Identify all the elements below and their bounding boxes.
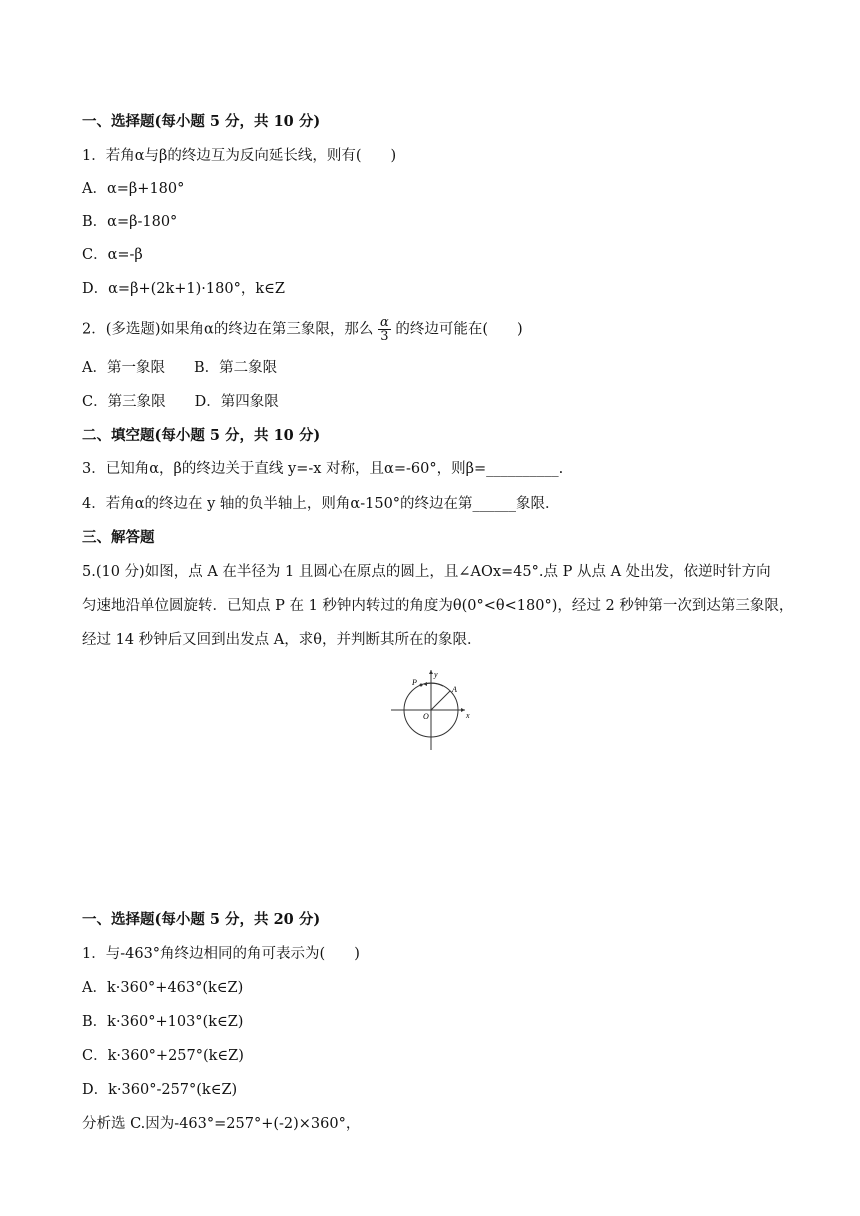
section-heading-fill: 二、填空题(每小题 5 分，共 10 分) (82, 427, 321, 444)
question-5-line-1: 5.(10 分)如图，点 A 在半径为 1 且圆心在原点的圆上，且∠AOx=45°.点 P 从点 A 处出发，依逆时针方向 (82, 564, 771, 580)
question-2-1: 1．与-463°角终边相同的角可表示为( ) (82, 946, 360, 962)
rotation-arc (425, 683, 443, 686)
question-2-1-option-a: A．k·360°+463°(k∈Z) (82, 980, 244, 996)
label-p: P (412, 678, 417, 687)
question-5-line-2: 匀速地沿单位圆旋转．已知点 P 在 1 秒钟内转过的角度为θ(0°<θ<180°)，经过 2 秒钟第一次到达第三象限， (82, 598, 794, 614)
question-3: 3．已知角α，β的终边关于直线 y=-x 对称，且α=-60°，则β=__________. (82, 461, 564, 477)
section-heading-choice: 一、选择题(每小题 5 分，共 10 分) (82, 113, 321, 130)
question-1: 1．若角α与β的终边互为反向延长线，则有( ) (82, 148, 397, 164)
question-2-1-option-b: B．k·360°+103°(k∈Z) (82, 1014, 244, 1030)
radius-oa (431, 691, 450, 710)
question-2-1-option-c: C．k·360°+257°(k∈Z) (82, 1048, 244, 1064)
label-a: A (452, 685, 457, 694)
section-heading-choice-2: 一、选择题(每小题 5 分，共 20 分) (82, 911, 321, 928)
question-2-suffix: 的终边可能在( ) (395, 321, 523, 338)
fraction-numerator: α (379, 315, 389, 330)
question-1-option-d: D．α=β+(2k+1)·180°，k∈Z (82, 281, 285, 297)
question-2-fraction (378, 316, 391, 343)
label-o: O (423, 712, 429, 721)
x-axis-arrow (461, 708, 465, 712)
question-2 (82, 316, 523, 343)
question-1-option-a: A．α=β+180° (82, 181, 185, 197)
label-x: x (466, 711, 470, 720)
question-2-options-ab: A．第一象限 B．第二象限 (82, 360, 278, 376)
question-1-option-c: C．α=-β (82, 247, 143, 263)
question-2-1-option-d: D．k·360°-257°(k∈Z) (82, 1082, 238, 1098)
unit-circle-figure (385, 664, 475, 754)
question-4: 4．若角α的终边在 y 轴的负半轴上，则角α-150°的终边在第______象限． (82, 496, 560, 512)
question-2-prefix: 2．(多选题)如果角α的终边在第三象限，那么 (82, 321, 374, 338)
section-heading-solve: 三、解答题 (82, 529, 155, 546)
y-axis-arrow (429, 670, 433, 674)
question-2-options-cd: C．第三象限 D．第四象限 (82, 394, 279, 410)
label-y: y (434, 670, 438, 679)
point-p (420, 684, 423, 687)
question-1-option-b: B．α=β-180° (82, 214, 178, 230)
analysis-text: 分析选 C.因为-463°=257°+(-2)×360°， (82, 1116, 361, 1132)
fraction-denominator: 3 (380, 329, 389, 344)
rotation-arrow (423, 682, 427, 686)
question-5-line-3: 经过 14 秒钟后又回到出发点 A，求θ，并判断其所在的象限． (82, 632, 482, 648)
